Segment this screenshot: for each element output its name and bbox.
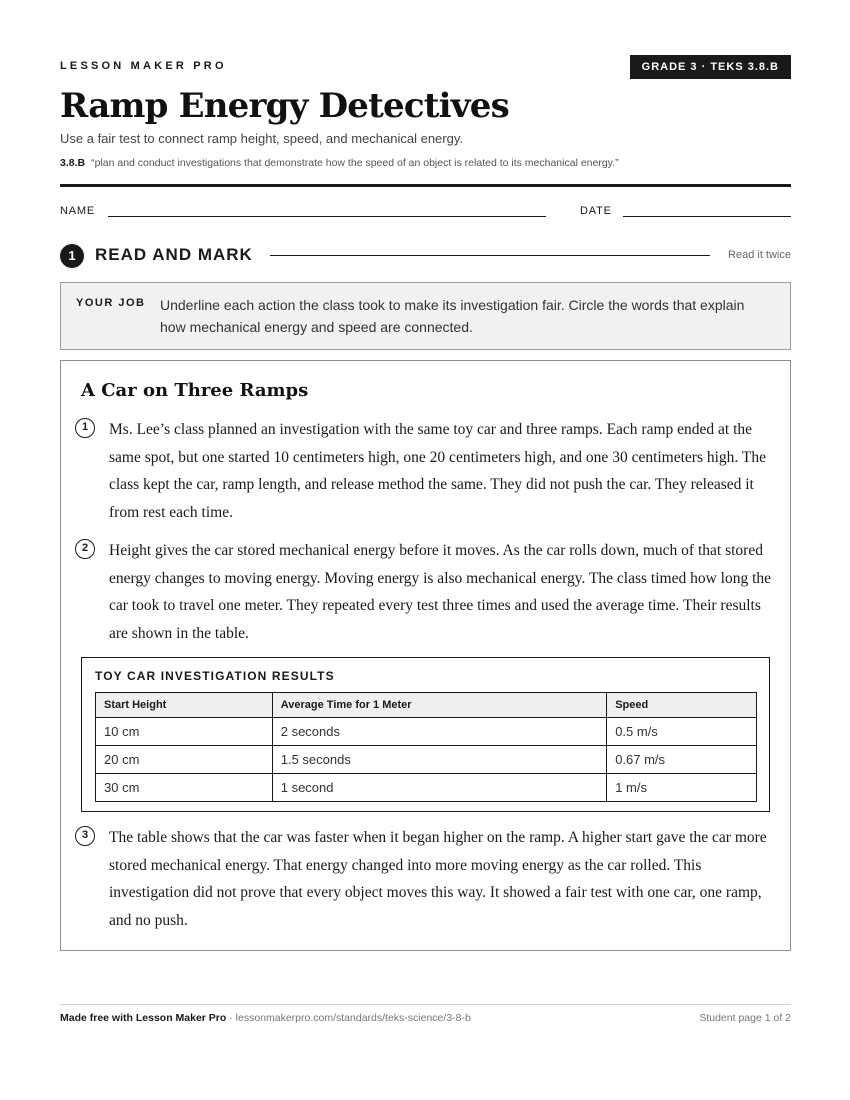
results-table-title: TOY CAR INVESTIGATION RESULTS: [95, 669, 335, 683]
results-table-box: [81, 657, 770, 812]
brand-name: LESSON MAKER PRO: [60, 60, 227, 72]
section-divider: [270, 255, 710, 256]
table-header-row: [96, 693, 757, 718]
table-cell: 10 cm: [96, 718, 273, 746]
table-cell: 1 m/s: [607, 774, 757, 802]
table-row: [96, 718, 757, 746]
paragraph-number: 2: [75, 539, 95, 559]
section-number: 1: [60, 244, 84, 268]
table-row: [96, 746, 757, 774]
name-field[interactable]: [108, 216, 546, 217]
your-job-text: Underline each action the class took to make its investigation fair. Circle the words that explain how mechanical energy and speed are connected.: [160, 297, 745, 335]
paragraph-text: The table shows that the car was faster when it began higher on the ramp. A higher start gave the car more stored mechanical energy. That energy changed into more moving energy as the car rolled. This investigation did not prove that every object moves this way. It showed a fair test with one car, one ramp, and no push.: [109, 829, 767, 929]
header-divider: [60, 184, 791, 187]
section-title: READ AND MARK: [95, 245, 253, 264]
table-cell: 30 cm: [96, 774, 273, 802]
passage-title: A Car on Three Ramps: [81, 380, 309, 401]
column-header: Average Time for 1 Meter: [272, 693, 606, 718]
worksheet-page: [60, 0, 791, 1100]
standard-code: 3.8.B: [60, 157, 86, 169]
name-label: NAME: [60, 205, 95, 217]
paragraph-number: 1: [75, 418, 95, 438]
results-table: [95, 692, 757, 802]
your-job-box: [60, 282, 791, 350]
paragraph-number: 3: [75, 826, 95, 846]
your-job-label: YOUR JOB: [76, 297, 146, 309]
grade-standard-badge: GRADE 3 · TEKS 3.8.B: [630, 55, 791, 79]
table-cell: 0.5 m/s: [607, 718, 757, 746]
column-header: Speed: [607, 693, 757, 718]
footer-page-number: Student page 1 of 2: [699, 1012, 791, 1024]
reading-passage: [60, 360, 791, 951]
standard-line: [60, 157, 619, 169]
footer-made-by: Made free with Lesson Maker Pro: [60, 1012, 227, 1024]
page-subtitle: Use a fair test to connect ramp height, speed, and mechanical energy.: [60, 131, 463, 146]
name-date-row: [60, 205, 791, 219]
section-note: Read it twice: [728, 249, 791, 261]
paragraph-text: Ms. Lee’s class planned an investigation with the same toy car and three ramps. Each ramp ended at the same spot, but one started 10 centimeters high, one 20 centimeters high, and one 30 centimeters high. The class kept the car, ramp length, and release method the same. They did not push the car. They released it from rest each time.: [109, 421, 767, 521]
table-cell: 0.67 m/s: [607, 746, 757, 774]
footer-credit: [60, 1012, 471, 1024]
page-title: Ramp Energy Detectives: [60, 86, 509, 126]
paragraph-text: Height gives the car stored mechanical energy before it moves. As the car rolls down, much of that stored energy changes to moving energy. Moving energy is also mechanical energy. The class timed how long the car took to travel one meter. They repeated every test three times and used the average time. Their results are shown in the table.: [109, 542, 772, 642]
section-header: [60, 243, 791, 269]
table-cell: 2 seconds: [272, 718, 606, 746]
table-cell: 1 second: [272, 774, 606, 802]
footer-divider: [60, 1004, 791, 1005]
date-label: DATE: [580, 205, 612, 217]
standard-quote: “plan and conduct investigations that demonstrate how the speed of an object is related to its mechanical energy.”: [91, 157, 619, 169]
table-cell: 1.5 seconds: [272, 746, 606, 774]
table-row: [96, 774, 757, 802]
footer-url[interactable]: · lessonmakerpro.com/standards/teks-science/3-8-b: [226, 1012, 471, 1024]
table-cell: 20 cm: [96, 746, 273, 774]
date-field[interactable]: [623, 216, 791, 217]
column-header: Start Height: [96, 693, 273, 718]
top-bar: [60, 55, 791, 79]
